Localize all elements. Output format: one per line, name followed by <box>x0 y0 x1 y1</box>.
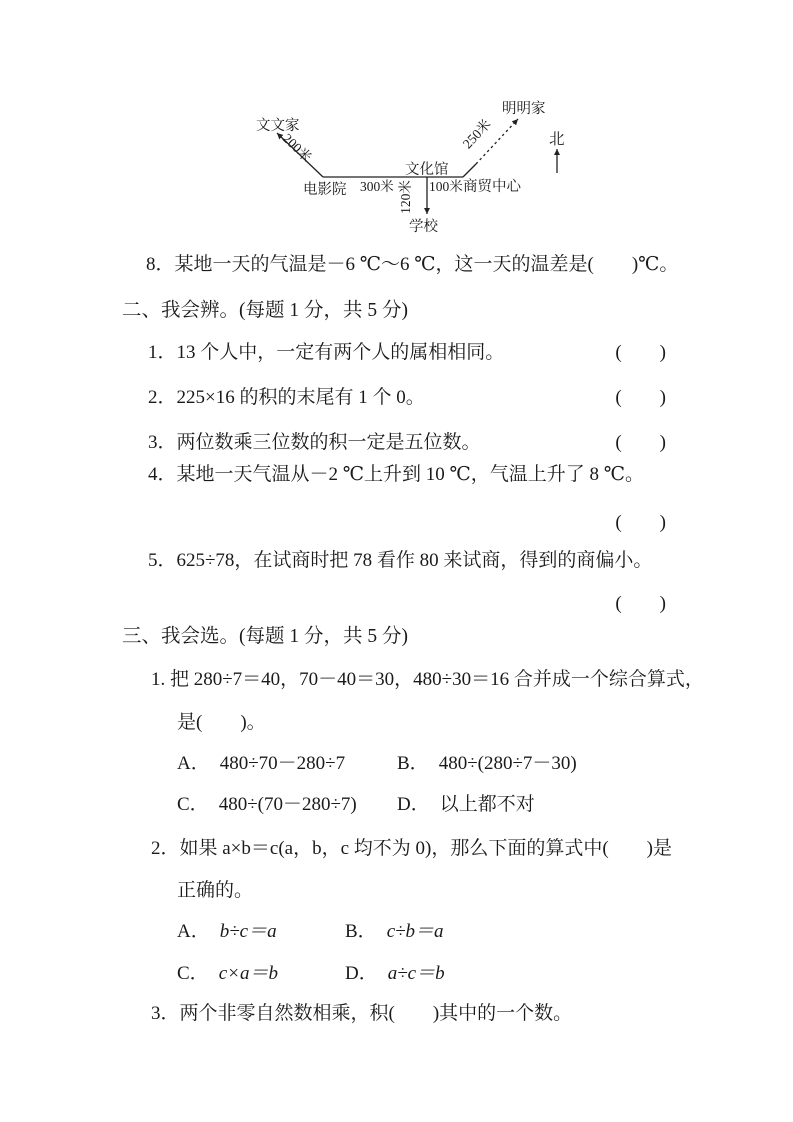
map-label-culture-hall: 文化馆 <box>405 162 449 178</box>
tf-item-4-text: 4．某地一天气温从－2 ℃上升到 10 ℃，气温上升了 8 ℃。 <box>148 464 645 485</box>
question-8: 8．某地一天的气温是－6 ℃～6 ℃，这一天的温差是( )℃。 <box>146 254 679 275</box>
section-2-title: 二、我会辨。(每题 1 分，共 5 分) <box>122 300 408 321</box>
q1-option-b <box>397 751 577 777</box>
tf-item-2-text: 2．225×16 的积的末尾有 1 个 0。 <box>148 387 425 408</box>
q2-option-a <box>177 919 277 945</box>
q2-option-d-label: D． <box>345 963 378 984</box>
map-label-school: 学校 <box>409 219 438 235</box>
q2-option-a-label: A． <box>177 921 210 942</box>
choice-q3-text: 3．两个非零自然数相乘，积( )其中的一个数。 <box>151 1003 573 1024</box>
map-label-cinema: 电影院 <box>303 182 347 198</box>
tf-item-1-answer-blank: ( ) <box>615 342 666 363</box>
tf-item-5-text: 5．625÷78，在试商时把 78 看作 80 来试商，得到的商偏小。 <box>148 550 653 571</box>
map-distance-120m: 120米 <box>398 180 413 214</box>
q2-option-a-text: b÷c＝a <box>219 921 277 942</box>
choice-q1-line2: 是( )。 <box>177 712 266 733</box>
q1-option-b-label: B． <box>397 753 429 774</box>
q2-option-d <box>345 961 445 987</box>
choice-q1-line1: 1. 把 280÷7＝40，70－40＝30，480÷30＝16 合并成一个综合算式， <box>151 669 704 690</box>
route-map-figure <box>230 85 575 245</box>
map-label-trade-center: 商贸中心 <box>463 179 521 195</box>
q2-option-d-text: a÷c＝b <box>387 963 445 984</box>
tf-item-4-answer-blank: ( ) <box>615 512 666 533</box>
q1-option-d-text: 以上都不对 <box>439 794 535 815</box>
q1-option-a-label: A． <box>177 753 210 774</box>
q2-option-c <box>177 961 278 987</box>
q1-option-c-text: 480÷(70－280÷7) <box>218 794 357 815</box>
q1-option-a <box>177 751 345 777</box>
q2-option-c-label: C． <box>177 963 209 984</box>
tf-item-5-answer-blank: ( ) <box>615 593 666 614</box>
tf-item-3-answer-blank: ( ) <box>615 432 666 453</box>
q1-option-a-text: 480÷70－280÷7 <box>219 753 346 774</box>
q2-option-c-text: c×a＝b <box>218 963 278 984</box>
q1-option-c <box>177 792 357 818</box>
road-trade-to-mingming-solid <box>463 164 476 177</box>
q1-option-d <box>397 792 535 818</box>
tf-item-2-answer-blank: ( ) <box>615 387 666 408</box>
map-label-north: 北 <box>549 131 565 148</box>
tf-item-1-text: 1．13 个人中，一定有两个人的属相相同。 <box>148 342 505 363</box>
choice-q2-line1: 2．如果 a×b＝c(a，b，c 均不为 0)，那么下面的算式中( )是 <box>151 838 673 859</box>
q1-option-c-label: C． <box>177 794 209 815</box>
map-label-wenwen-home: 文文家 <box>256 118 300 134</box>
choice-q2-line2: 正确的。 <box>177 880 254 901</box>
map-distance-300m: 300米 <box>360 179 394 194</box>
tf-item-3-text: 3．两位数乘三位数的积一定是五位数。 <box>148 432 481 453</box>
q2-option-b-label: B． <box>345 921 377 942</box>
q2-option-b-text: c÷b＝a <box>386 921 444 942</box>
tf-item-1 <box>148 340 666 366</box>
q1-option-b-text: 480÷(280÷7－30) <box>438 753 577 774</box>
map-distance-100m: 100米 <box>429 179 463 194</box>
map-label-mingming-home: 明明家 <box>502 101 546 117</box>
map-distance-200m: 200米 <box>279 130 315 165</box>
tf-item-3 <box>148 430 666 456</box>
map-distance-250m: 250米 <box>459 116 494 152</box>
tf-item-2 <box>148 385 666 411</box>
q2-option-b <box>345 919 444 945</box>
section-3-title: 三、我会选。(每题 1 分，共 5 分) <box>122 626 408 647</box>
q1-option-d-label: D． <box>397 794 430 815</box>
